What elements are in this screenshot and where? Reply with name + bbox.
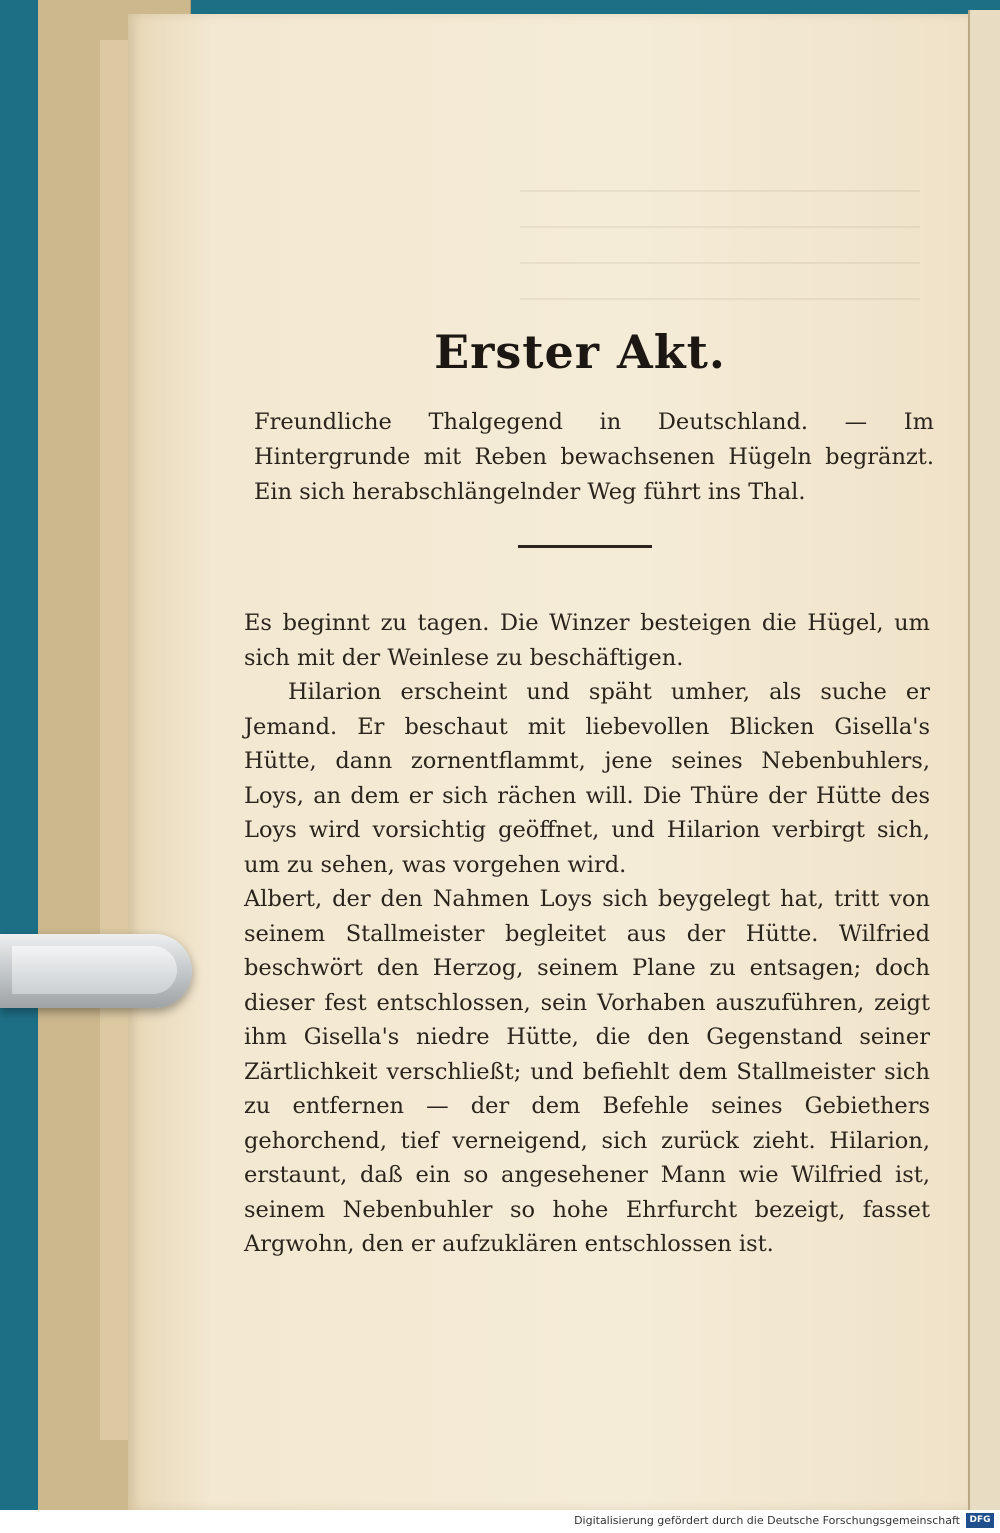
act-title: Erster Akt.: [434, 325, 726, 379]
footer-bar: [0, 1510, 1000, 1533]
show-through-text: [520, 160, 920, 300]
paragraph: Albert, der den Nahmen Loys sich beygelegt hat, tritt von seinem Stallmeister begleitet aus der Hütte. Wilfried beschwört den Herzog, seinem Plane zu entsagen; doch dieser fest entschlossen, sein Vorhaben auszuführen, zeigt ihm Gisella's niedre Hütte, die den Gegenstand seiner Zärtlichkeit verschließt; und befiehlt dem Stallmeister sich zu entfernen — der dem Befehle seines Gebiethers gehorchend, tief verneigend, sich zurück zieht. Hilarion, erstaunt, daß ein so angesehener Mann wie Wilfried ist, seinem Nebenbuhler so hohe Ehrfurcht bezeigt, fasset Argwohn, den er aufzuklären entschlossen ist.: [244, 886, 930, 1257]
bookmark-clip: [0, 934, 192, 1008]
body-text: [244, 606, 930, 1262]
funding-credit: Digitalisierung gefördert durch die Deutsche Forschungsgemeinschaft: [574, 1514, 960, 1527]
scene-description: Freundliche Thalgegend in Deutschland. — Im Hintergrunde mit Reben bewachsenen Hügeln begränzt. Ein sich herabschlängelnder Weg führt ins Thal.: [254, 409, 934, 505]
dfg-logo: DFG: [966, 1513, 994, 1528]
section-divider: [518, 545, 652, 548]
next-page-edge: [968, 10, 1000, 1510]
paragraph: Es beginnt zu tagen. Die Winzer besteigen die Hügel, um sich mit der Weinlese zu beschäftigen.: [244, 610, 930, 671]
paragraph: Hilarion erscheint und späht umher, als suche er Jemand. Er beschaut mit liebevollen Blicken Gisella's Hütte, dann zornentflammt, jene seines Nebenbuhlers, Loys, an dem er sich rächen will. Die Thüre der Hütte des Loys wird vorsichtig geöffnet, und Hilarion verbirgt sich, um zu sehen, was vorgehen wird.: [244, 679, 930, 878]
